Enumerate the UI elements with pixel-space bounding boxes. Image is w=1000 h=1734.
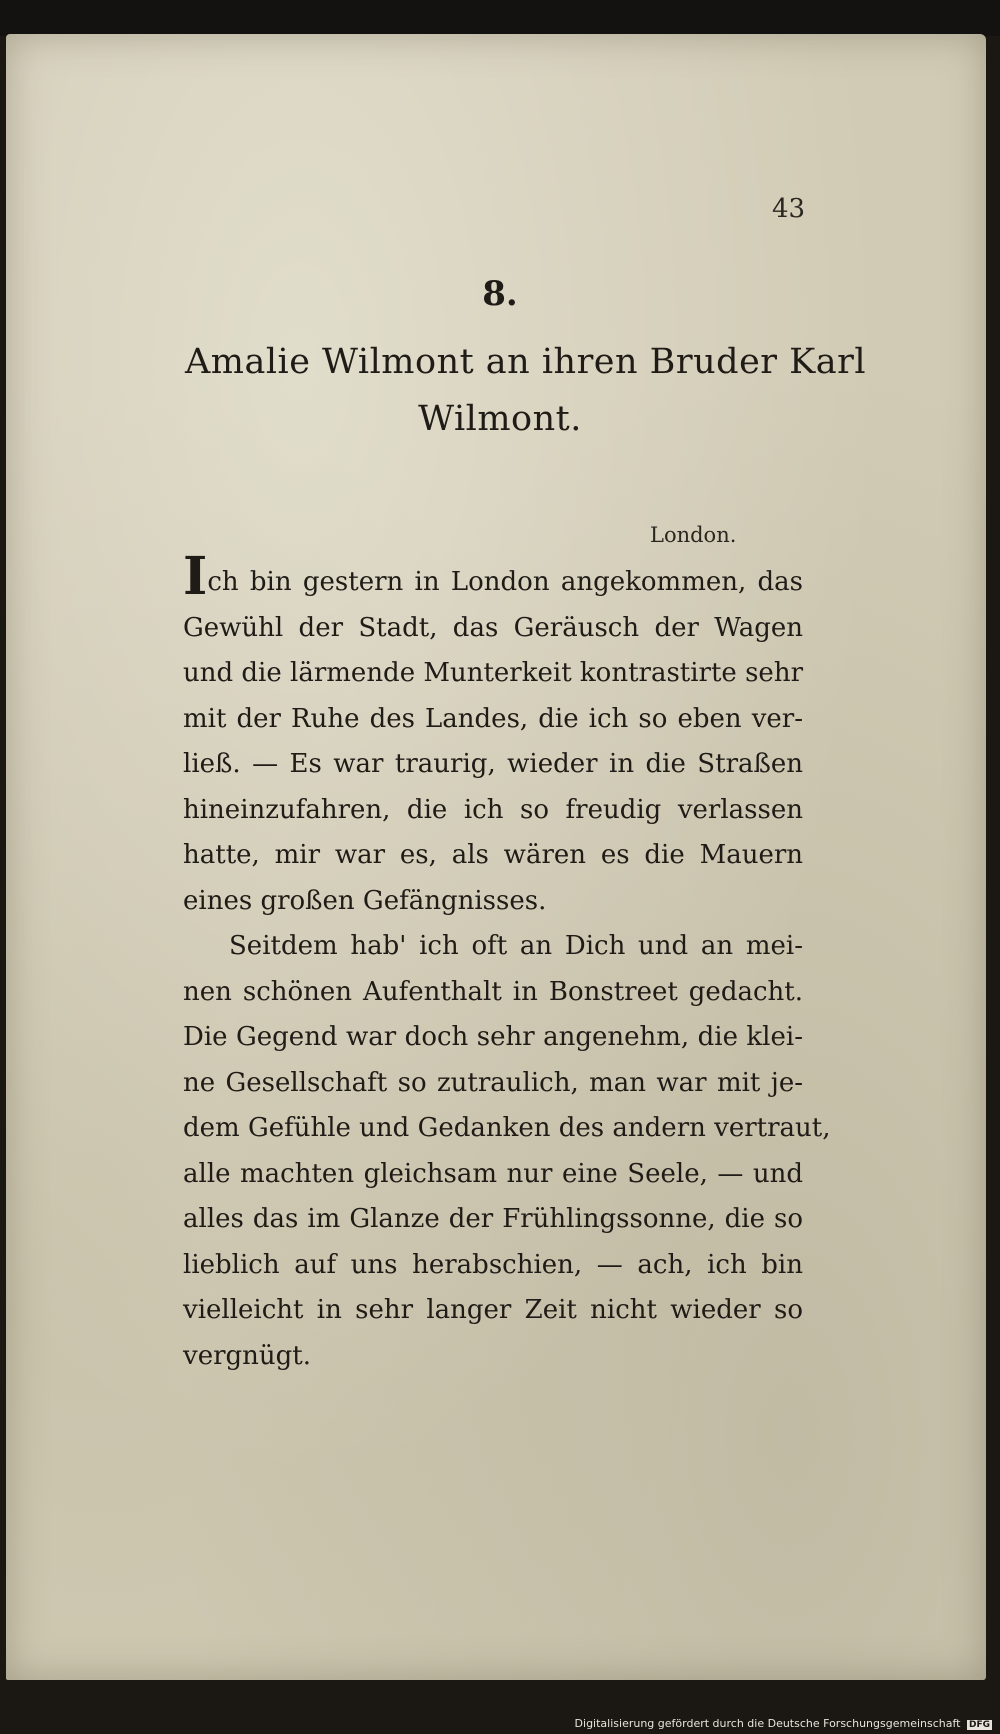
paragraph-1-line: ließ. — Es war traurig, wieder in die Straßen [183, 749, 803, 779]
paragraph-2-line: dem Gefühle und Gedanken des andern vertraut, [183, 1113, 831, 1143]
paragraph-2-line: Seitdem hab' ich oft an Dich und an mei- [229, 931, 803, 961]
letter-place: London. [650, 523, 737, 547]
page-number: 43 [772, 194, 806, 224]
paragraph-1-first-line-text: ch bin gestern in London angekommen, das [207, 567, 803, 597]
paragraph-2-line: Die Gegend war doch sehr angenehm, die klei- [183, 1022, 803, 1052]
paragraph-2-line: lieblich auf uns herabschien, — ach, ich bin [183, 1249, 803, 1280]
paragraph-2-line: nen schönen Aufenthalt in Bonstreet gedacht. [183, 976, 803, 1007]
paragraph-1-line: hineinzufahren, die ich so freudig verlassen [183, 794, 803, 825]
digitization-credit-text: Digitalisierung gefördert durch die Deutsche Forschungsgemeinschaft [574, 1717, 961, 1730]
paragraph-1-line: Gewühl der Stadt, das Geräusch der Wagen [183, 612, 803, 643]
paragraph-1-line-1 [183, 546, 803, 607]
letter-title [185, 334, 867, 448]
paragraph-1-line: hatte, mir war es, als wären es die Mauern [183, 840, 803, 870]
paragraph-2-line: ne Gesellschaft so zutraulich, man war mit je- [183, 1067, 803, 1098]
dfg-logo: DFG [968, 1720, 990, 1730]
drop-cap: I [183, 546, 208, 607]
chapter-number: 8. [482, 274, 518, 314]
title-line-1: Amalie Wilmont an ihren Bruder Karl [185, 342, 867, 382]
paragraph-1-line: eines großen Gefängnisses. [183, 885, 547, 916]
paragraph-2-line: vielleicht in sehr langer Zeit nicht wieder so [183, 1295, 803, 1325]
paragraph-1-line: und die lärmende Munterkeit kontrastirte sehr [183, 658, 803, 688]
digitization-credit [575, 1717, 992, 1730]
paragraph-1-line: mit der Ruhe des Landes, die ich so eben ver- [183, 703, 803, 734]
title-line-2: Wilmont. [418, 399, 582, 439]
scan-top-edge [0, 0, 1000, 36]
paragraph-2-line: alle machten gleichsam nur eine Seele, — und [183, 1158, 803, 1189]
paragraph-2-line: alles das im Glanze der Frühlingssonne, die so [183, 1204, 803, 1234]
letter-body [183, 546, 831, 1379]
paragraph-2-line: vergnügt. [183, 1340, 311, 1371]
